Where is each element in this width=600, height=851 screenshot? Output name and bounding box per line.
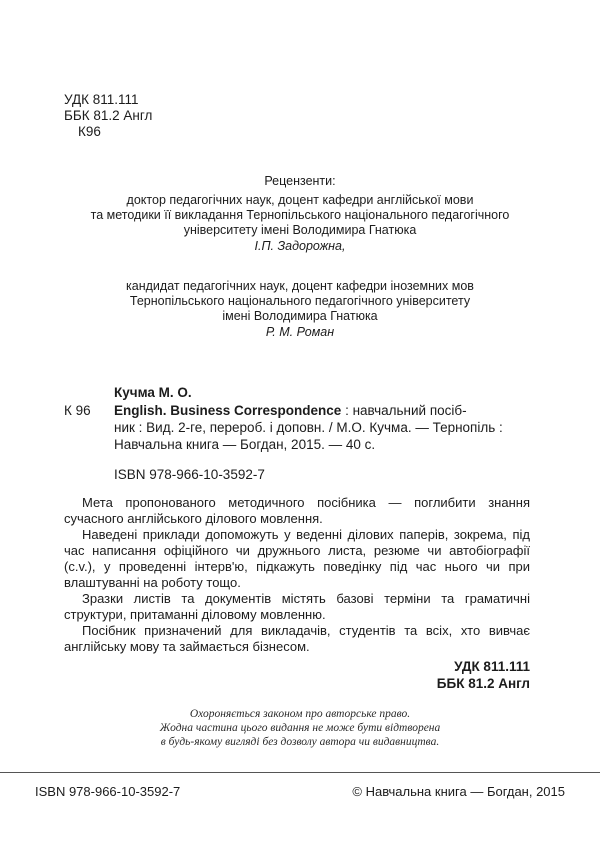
reviewer1-line: доктор педагогічних наук, доцент кафедри англійської мови (126, 193, 474, 207)
reviewer2-line: імені Володимира Гнатюка (222, 309, 378, 323)
copyright-line: в будь-якому вигляді без дозволу автора чи видавництва. (160, 736, 440, 748)
reviewer2-line: Тернопільського національного педагогічного університету (129, 294, 471, 308)
reviewers-heading: Рецензенти: (264, 174, 336, 188)
entry-line: ник : Вид. 2-ге, перероб. і доповн. / М.О. Кучма. — Тернопіль : (114, 420, 503, 435)
top-classification-codes (0, 0, 600, 140)
entry-line: Навчальна книга — Богдан, 2015. — 40 с. (114, 437, 376, 452)
book-author: Кучма М. О. (114, 385, 192, 400)
copyright-line: Охороняється законом про авторське право. (189, 708, 411, 720)
bibliographic-entry (64, 384, 530, 483)
footer-divider (0, 772, 600, 773)
isbn-entry: ISBN 978-966-10-3592-7 (114, 467, 265, 482)
entry-line (114, 402, 530, 419)
entry-description (114, 402, 530, 453)
entry-row (64, 402, 530, 453)
footer (35, 784, 565, 799)
bottom-classification-codes (0, 658, 530, 692)
reviewer1-line: та методики її викладання Тернопільського національного педагогічного (90, 208, 510, 222)
footer-publisher: © Навчальна книга — Богдан, 2015 (352, 784, 565, 799)
reviewer2-line: кандидат педагогічних наук, доцент кафедри іноземних мов (126, 279, 474, 293)
annotation-section (64, 495, 530, 655)
book-title: English. Business Correspondence (114, 403, 342, 418)
annotation-paragraph: Наведені приклади допоможуть у веденні ділових паперів, зокрема, під час написання офіційного чи дружнього листа, резюме чи автобіографії (c.v.), у проведенні інтерв'ю, підкажуть поведінку під час нього чи при влаштуванні на роботу тощо. (64, 527, 530, 590)
bbk-code-bottom: ББК 81.2 Англ (436, 676, 530, 691)
copyright-line: Жодна частина цього видання не може бути відтворена (159, 722, 441, 734)
author-mark-code: К96 (78, 124, 101, 139)
annotation-paragraph: Зразки листів та документів містять базові терміни та граматичні структури, притаманні діловому мовленню. (64, 591, 530, 622)
reviewer1-name: І.П. Задорожна, (254, 239, 346, 253)
reviewer2-block (0, 279, 600, 340)
annotation-paragraph: Посібник призначений для викладачів, студентів та всіх, хто вивчає англійську мову та займається бізнесом. (64, 623, 530, 654)
reviewer2-name: Р. М. Роман (265, 325, 335, 339)
annotation-paragraph: Мета пропонованого методичного посібника — поглибити знання сучасного англійського ділового мовлення. (64, 495, 530, 526)
entry-line-rest: : навчальний посіб- (341, 403, 467, 418)
reviewers-section (0, 174, 600, 340)
reviewer1-line: університету імені Володимира Гнатюка (183, 223, 417, 237)
copyright-notice (0, 707, 600, 749)
udk-code: УДК 811.111 (64, 92, 139, 107)
footer-isbn: ISBN 978-966-10-3592-7 (35, 784, 181, 799)
bbk-code: ББК 81.2 Англ (64, 108, 153, 123)
udk-code-bottom: УДК 811.111 (454, 659, 530, 674)
entry-code: К 96 (64, 403, 91, 418)
